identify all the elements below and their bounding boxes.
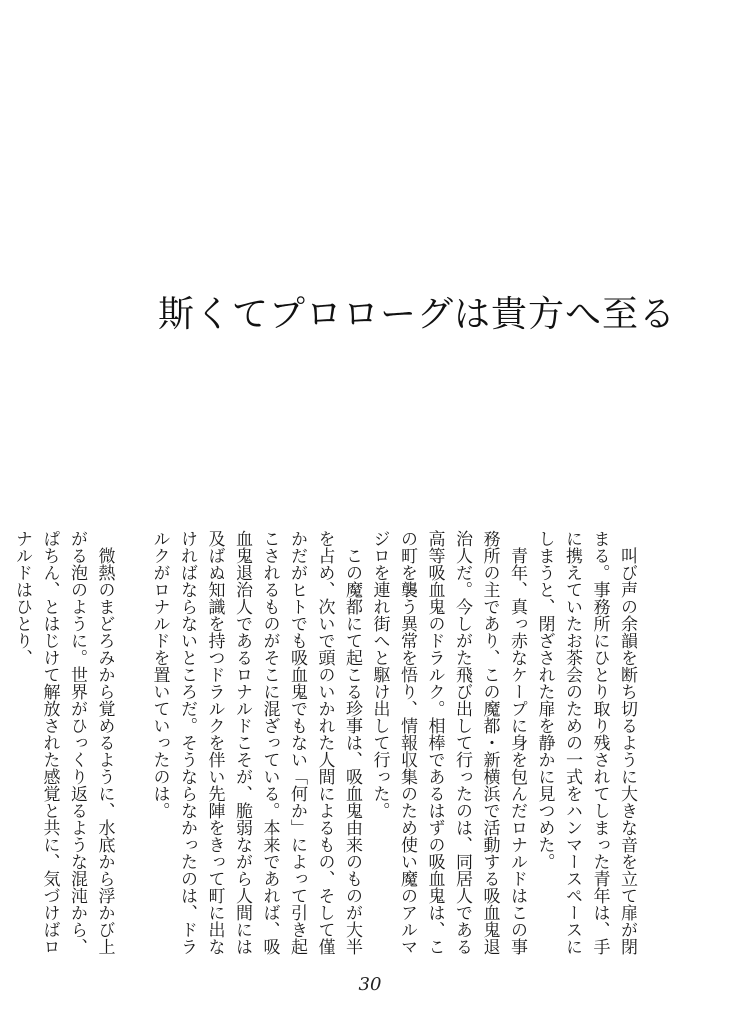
paragraph-3: この魔都にて起こる珍事は、吸血鬼由来のものが大半を占め、次いで頭のいかれた人間によるもの、そして僅かだがヒトでも吸血鬼でもない「何か」によって引き起こされるものがそこに混ざっている。本来であれば、吸血鬼退治人であるロナルドこそが、脆弱ながら人間には及ばぬ知識を持つドラルクを伴い先陣をきって町に出なければならないところだ。そうならなかったのは、ドラルクがロナルドを置いていったのは。	[149, 530, 362, 955]
paragraph-1: 叫び声の余韻を断ち切るように大きな音を立て扉が閉まる。事務所にひとり取り残されてしまった青年は、手に携えていたお茶会のための一式をハンマースペースにしまうと、閉ざされた扉を静かに見つめた。	[534, 530, 637, 955]
page-number: 30	[358, 974, 382, 995]
paragraph-2: 青年、真っ赤なケープに身を包んだロナルドはこの事務所の主であり、この魔都・新横浜で活動する吸血鬼退治人だ。今しがた飛び出して行ったのは、同居人である高等吸血鬼のドラルク。相棒であるはずの吸血鬼は、この町を襲う異常を悟り、情報収集のため使い魔のアルマジロを連れ街へと駆け出して行った。	[369, 530, 527, 955]
body-text	[12, 530, 640, 960]
chapter-title: 斯くてプロローグは貴方へ至る	[158, 294, 677, 335]
paragraph-4: 微熱のまどろみから覚めるように、水底から浮かび上がる泡のように。世界がひっくり返るような混沌から、ぱちん、とはじけて解放された感覚と共に、気づけばロナルドはひとり、	[12, 530, 115, 955]
